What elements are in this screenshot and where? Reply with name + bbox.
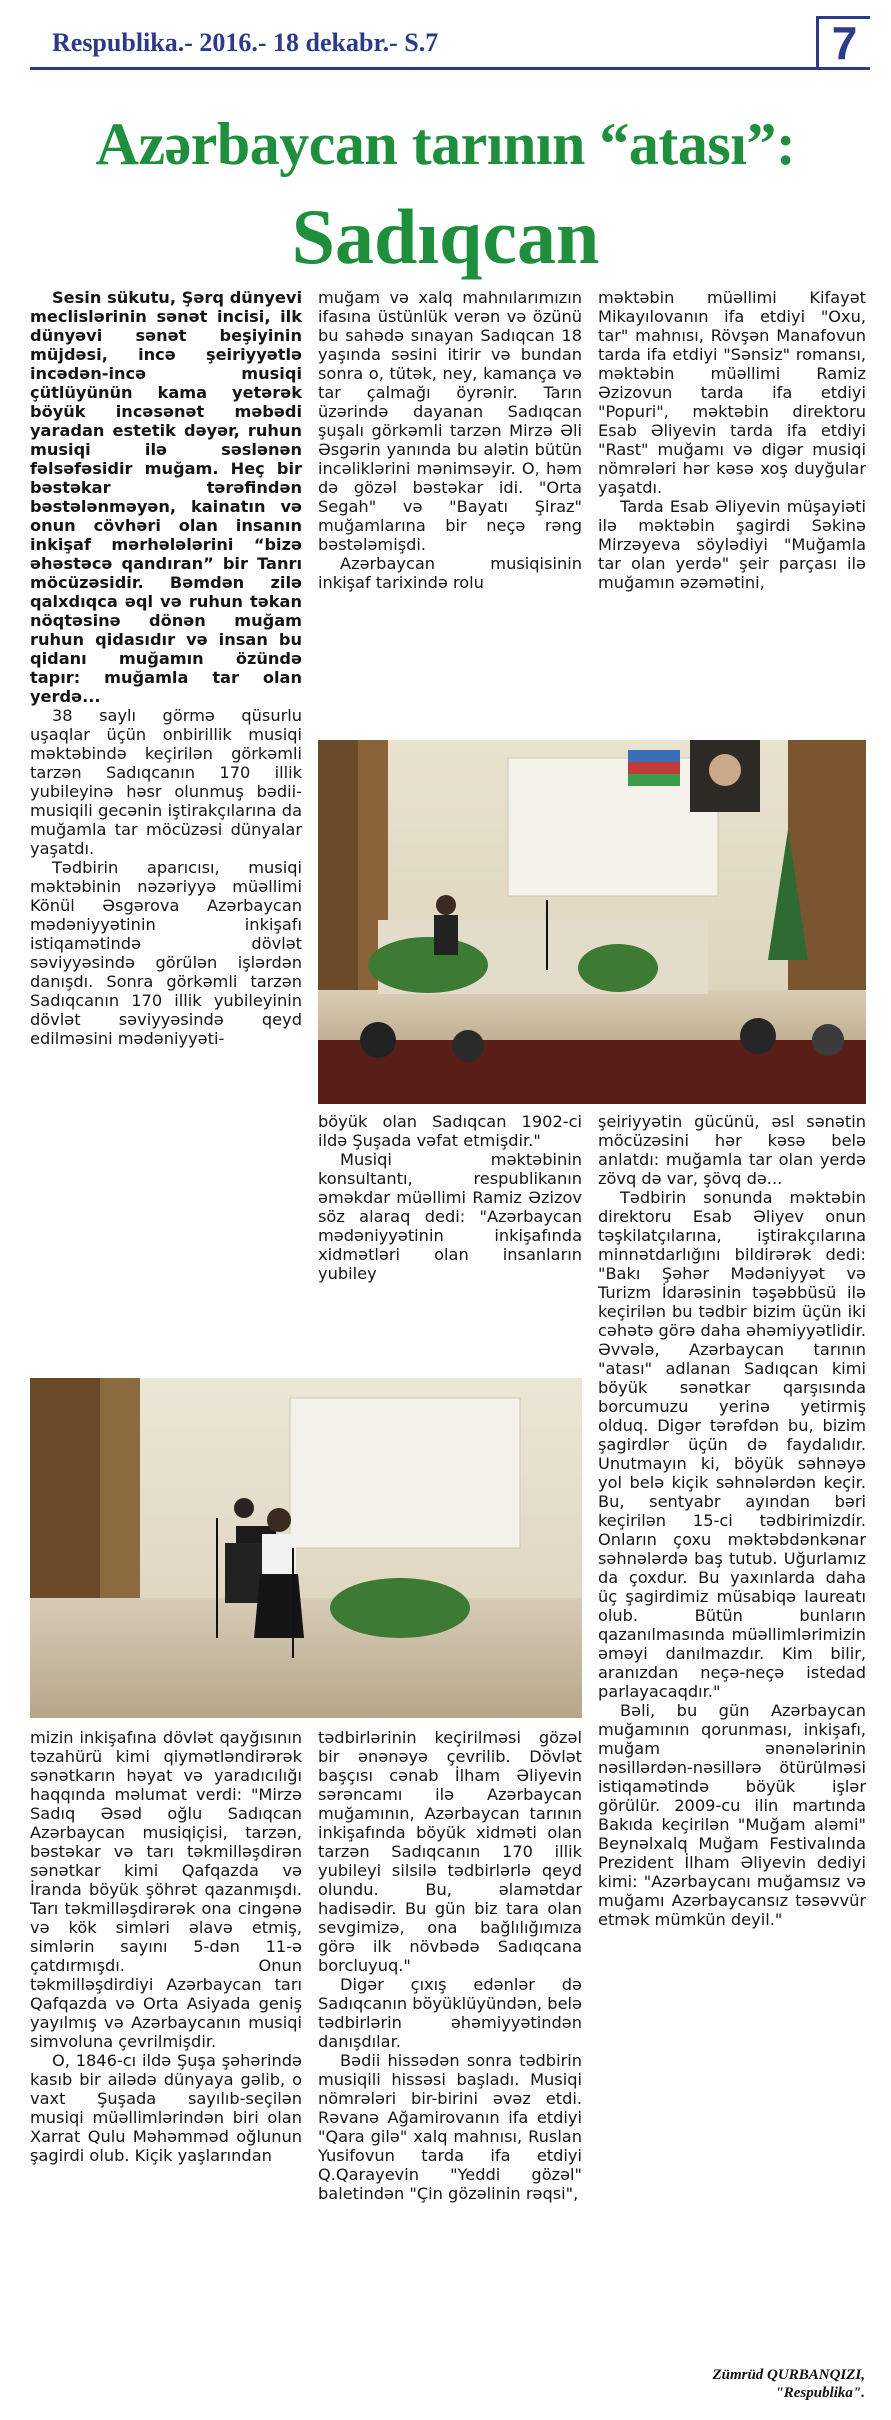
paragraph: 38 saylı görmə qüsurlu uşaqlar üçün onbirillik musiqi məktəbində keçirilən görkəmli tarzən Sadıqcanın 170 illik yubileyinə həsr olunmuş bədii-musiqili gecənin iştirakçılarına da muğamla tar möcüzəsi dünyalar yaşatdı. [30, 706, 302, 858]
lead-paragraph: Sesin sükutu, Şərq dünyevi meclislərinin sənət incisi, ilk dünyəvi sənət beşiyinin müjdəsi, incə şeiriyyətlə incədən-incə musiqi çütlüyünün kama yetərək böyük incəsənət məbədi yaradan estetik dəyər, ruhun musiqi ilə səslənən fəlsəfəsidir muğam. Heç bir bəstəkar tərəfindən bəstələnməyən, kainatın və onun cövhəri olan insanın inkişaf mərhələlərini “bizə əhəstəcə qandıran” bir Tanrı möcüzəsidir. Bəmdən zilə qalxdıqca əql və ruhun təkan nöqtəsinə dönən muğam ruhun qidasıdır və insan bu qidanı muğamın özündə tapır: muğamla tar olan yerdə... [30, 288, 302, 706]
author-name: Zümrüd QURBANQIZI, [712, 2367, 865, 2383]
photo-tar-player-on-stage [318, 740, 866, 1104]
author-outlet: "Respublika". [775, 2385, 865, 2401]
photo-tar-player-image [318, 740, 866, 1104]
paragraph: Tarda Esab Əliyevin müşayiəti ilə məktəbin şagirdi Səkinə Mirzəyeva söylədiyi "Muğamla tar olan yerdə" şeir parçası ilə muğamın əzəmətini, [598, 497, 866, 592]
paragraph: Tədbirin aparıcısı, musiqi məktəbinin nəzəriyyə müəllimi Könül Əsgərova Azərbaycan mədəniyyətinin inkişafı istiqamətində dövlət səviyyəsində görülən işlərdən danışdı. Sonra görkəmli tarzən Sadıqcanın 170 illik yubileyinin dövlət səviyyəsində qeyd edilməsini mədəniyyəti- [30, 858, 302, 1048]
page-header [30, 14, 870, 74]
paragraph: muğam və xalq mahnılarımızın ifasına üstünlük verən və özünü bu sahədə sınayan Sadıqcan 18 yaşında səsini itirir və bundan sonra o, tütək, ney, kamança və tar çalmağı öyrənir. Tarın üzərində dayanan Sadıqcan şuşalı görkəmli tarzən Mirzə Əli Əsgərin yanında bu alətin bütün incəliklərini mənimsəyir. O, həm də gözəl bəstəkar idi. "Orta Segah" və "Bayatı Şiraz" muğamlarına bir neçə rəng bəstələmişdi. [318, 288, 582, 554]
column-3-bottom [598, 1112, 866, 2312]
paragraph: Digər çıxış edənlər də Sadıqcanın böyüklüyündən, belə tədbirlərin əhəmiyyətindən danışdılar. [318, 1975, 582, 2051]
headline-line-2: Sadıqcan [291, 193, 600, 280]
paragraph: Bədii hissədən sonra tədbirin musiqili hissəsi başladı. Musiqi nömrələri bir-birini əvəz etdi. Rəvanə Ağamirovanın ifa etdiyi "Qara gilə" xalq mahnısı, Ruslan Yusifovun tarda ifa etdiyi Q.Qarayevin "Yeddi gözəl" baletindən "Çin gözəlinin rəqsi", [318, 2051, 582, 2203]
page-number: 7 [816, 16, 870, 70]
paragraph: mizin inkişafına dövlət qayğısının təzahürü kimi qiymətləndirərək sənətkarın həyat və yaradıcılığı haqqında məlumat verdi: "Mirzə Sadıq Əsəd oğlu Sadıqcan Azərbaycan musiqiçisi, tarzən, bəstəkar və tarı təkmilləşdirən sənətkar kimi Qafqazda və İranda böyük şöhrət qazanmışdı. Tarı təkmilləşdirərək ona cingənə və kök simləri əlavə etmiş, simlərin sayını 5-dən 11-ə çatdırmışdı. Onun təkmilləşdirdiyi Azərbaycan tarı Qafqazda və Orta Asiyada geniş yayılmış və Azərbaycanın musiqi simvoluna çevrilmişdir. [30, 1728, 302, 2051]
author-signature [712, 2366, 865, 2402]
photo-girl-singing [30, 1378, 582, 1718]
paragraph: Tədbirin sonunda məktəbin direktoru Esab Əliyev onun təşkilatçılarına, iştirakçılarına minnətdarlığını bildirərək dedi: "Bakı Şəhər Mədəniyyət və Turizm İdarəsinin təşəbbüsü ilə keçirilən bu tədbir bizim üçün iki cəhətə görə daha əhəmiyyətlidir. Əvvələ, Azərbaycan tarının "atası" adlanan Sadıqcan kimi böyük sənətkar qarşısında borcumuzu yerinə yetirmiş olduq. Digər tərəfdən bu, bizim şagirdlər üçün də faydalıdır. Unutmayın ki, böyük səhnəyə yol belə kiçik səhnələrdən keçir. Bu, sentyabr ayından bəri keçirilən 15-ci tədbirimizdir. Onların çoxu məktəbdənkənar səhnələrdə baş tutub. Uğurlamız da çoxdur. Bu yaxınlarda daha üç şagirdimiz müsabiqə laureatı olub. Bütün bunların qazanılmasında müəllimlərimizin əməyi danılmazdır. Kim bilir, aranızdan neçə-neçə istedad parlayacaqdır." [598, 1188, 866, 1701]
paragraph: tədbirlərinin keçirilməsi gözəl bir ənənəyə çevrilib. Dövlət başçısı cənab İlham Əliyevin sərəncamı ilə Azərbaycan muğamının, Azərbaycan tarının inkişafında böyük xidməti olan tarzən Sadıqcanın 170 illik yubileyi silsilə tədbirlərlə qeyd olundu. Bu, əlamətdar hadisədir. Bu gün biz tara olan sevgimizə, ona bağlılığımıza görə ilk növbədə Sadıqcana borcluyuq." [318, 1728, 582, 1975]
paragraph: Bəli, bu gün Azərbaycan muğamının qorunması, inkişafı, muğam ənənələrinin nəsillərdən-nəsillərə ötürülməsi istiqamətində böyük işlər görülür. 2009-cu ilin martında Bakıda keçirilən "Muğam aləmi" Beynəlxalq Muğam Festivalında Prezident İlham Əliyevin dediyi kimi: "Azərbaycanı muğamsız və muğamı Azərbaycansız təsəvvür etmək mümkün deyil." [598, 1701, 866, 1929]
paragraph: məktəbin müəllimi Kifayət Mikayılovanın ifa etdiyi "Oxu, tar" mahnısı, Rövşən Manafovun tarda ifa etdiyi "Sənsiz" romansı, məktəbin müəllimi Ramiz Əzizovun tarda ifa etdiyi "Popuri", məktəbin direktoru Esab Əliyevin tarda ifa etdiyi "Rast" muğamı və digər musiqi nömrələri hər kəsə xoş duyğular yaşatdı. [598, 288, 866, 497]
paragraph: Musiqi məktəbinin konsultantı, respublikanın əməkdar müəllimi Ramiz Əzizov söz alaraq dedi: "Azərbaycan mədəniyyətinin inkişafında xidmətləri olan insanların yubiley [318, 1150, 582, 1283]
photo-girl-singing-image [30, 1378, 582, 1718]
column-2-top [318, 288, 582, 728]
column-1-bottom [30, 1728, 302, 2400]
paragraph: Azərbaycan musiqisinin inkişaf tarixində rolu [318, 554, 582, 592]
column-2-middle [318, 1112, 582, 1368]
paragraph: böyük olan Sadıqcan 1902-ci ildə Şuşada vəfat etmişdir." [318, 1112, 582, 1150]
paragraph: şeiriyyətin gücünü, əsl sənətin möcüzəsini hər kəsə belə anlatdı: muğamla tar olan yerdə zövq də var, şövq də... [598, 1112, 866, 1188]
headline-line-1: Azərbaycan tarının “atası”: [95, 111, 796, 177]
column-1-top [30, 288, 302, 1370]
paragraph: O, 1846-cı ildə Şuşa şəhərində kasıb bir ailədə dünyaya gəlib, o vaxt Şuşada sayılıb-seçilən musiqi müəllimlərindən biri olan Xarrat Qulu Məhəmməd oğlunun şagirdi olub. Kiçik yaşlarından [30, 2051, 302, 2165]
source-line: Respublika.- 2016.- 18 dekabr.- S.7 [52, 28, 439, 57]
header-rule [30, 67, 816, 70]
column-2-bottom [318, 1728, 582, 2400]
column-3-top [598, 288, 866, 728]
